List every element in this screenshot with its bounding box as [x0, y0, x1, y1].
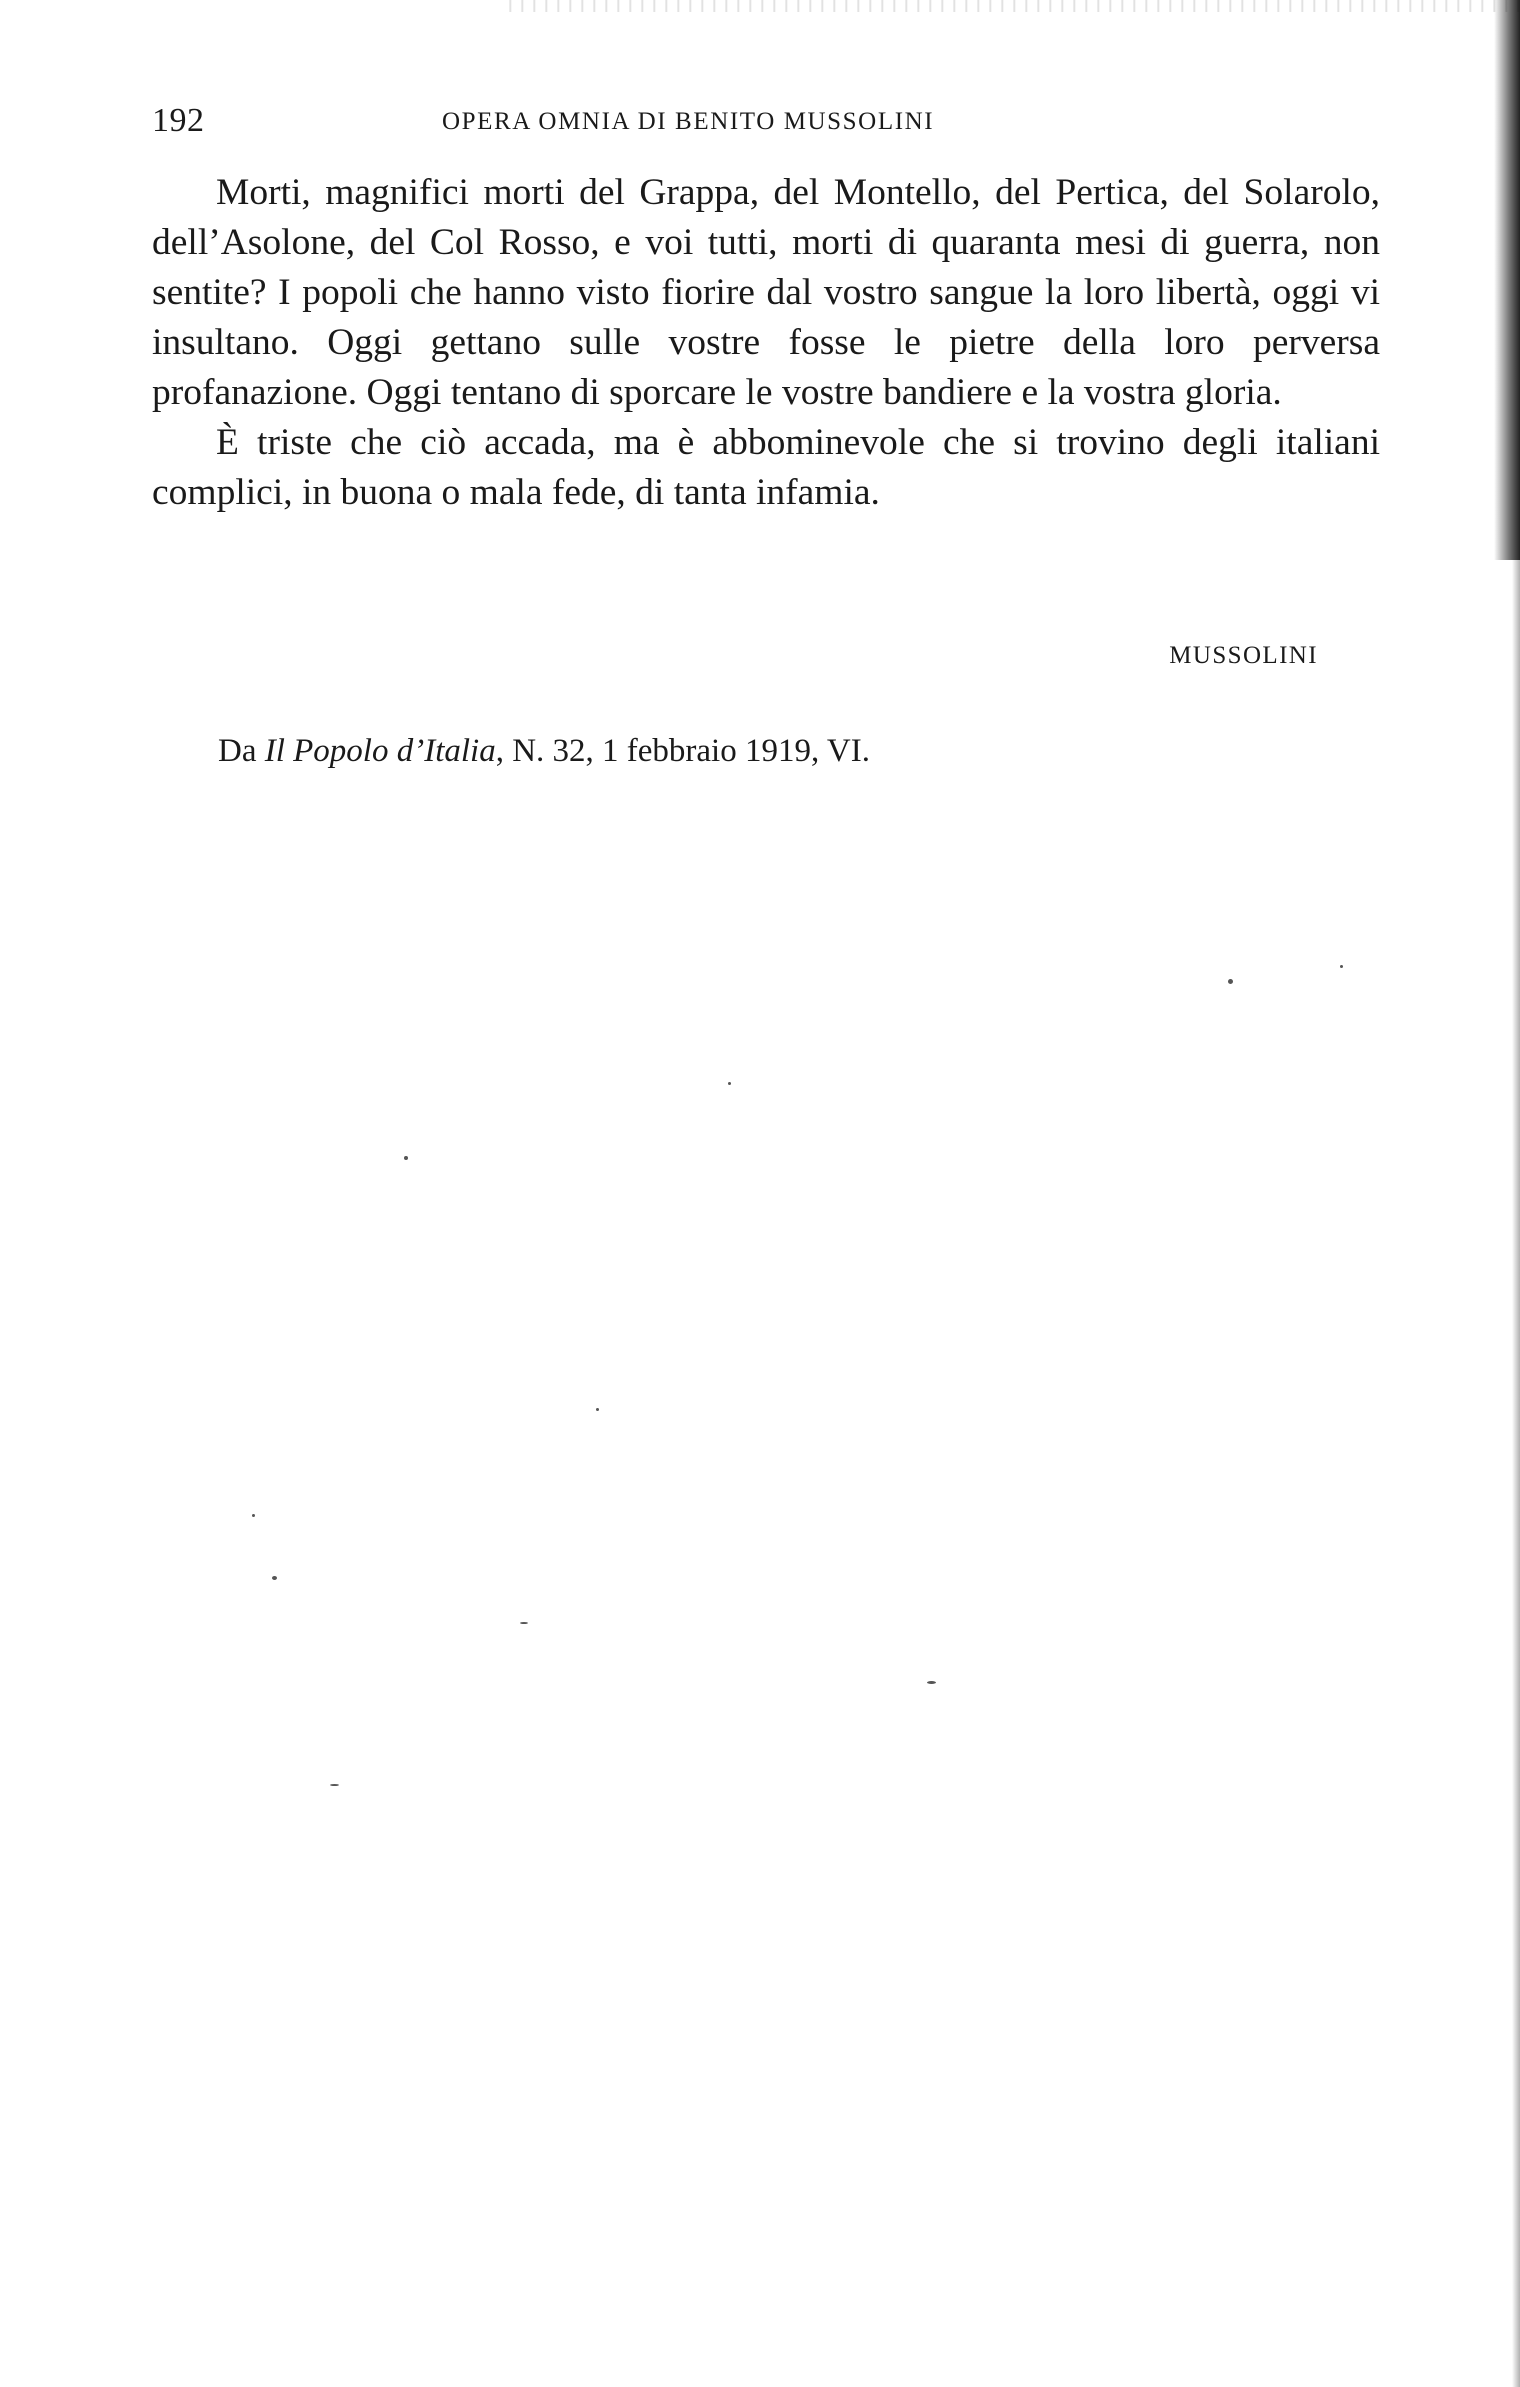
scan-edge-shadow-lower	[1512, 560, 1520, 2387]
scan-speck	[272, 1576, 277, 1580]
scan-edge-shadow	[1494, 0, 1520, 560]
running-title: OPERA OMNIA DI BENITO MUSSOLINI	[442, 108, 935, 135]
paragraph: È triste che ciò accada, ma è abbominevole che si trovino degli italiani complici, in buona o mala fede, di tanta infamia.	[152, 422, 1380, 513]
scan-speck	[927, 1681, 936, 1684]
page-number: 192	[152, 102, 205, 139]
source-title: Il Popolo d’Italia	[264, 733, 496, 769]
page-header	[152, 102, 1382, 152]
author-signature: MUSSOLINI	[1169, 642, 1318, 669]
source-prefix: Da	[218, 733, 265, 769]
scan-speck	[404, 1156, 408, 1160]
scan-speck	[1228, 979, 1233, 984]
scan-edge-noise	[500, 0, 1520, 12]
scan-speck	[1340, 965, 1343, 968]
article-body	[152, 168, 1380, 518]
scan-speck	[520, 1622, 528, 1624]
scan-speck	[252, 1514, 255, 1517]
paragraph: Morti, magnifici morti del Grappa, del Montello, del Pertica, del Solarolo, dell’Asolone, del Col Rosso, e voi tutti, morti di quaranta mesi di guerra, non sentite? I popoli che hanno visto fiorire dal vostro sangue la loro libertà, oggi vi insultano. Oggi gettano sulle vostre fosse le pietre della loro perversa profanazione. Oggi tentano di sporcare le vostre bandiere e la vostra gloria.	[152, 172, 1380, 413]
source-details: , N. 32, 1 febbraio 1919, VI.	[495, 733, 870, 769]
scan-speck	[728, 1082, 731, 1085]
source-citation	[218, 733, 870, 770]
scan-speck	[596, 1408, 599, 1411]
scan-speck	[330, 1784, 339, 1786]
